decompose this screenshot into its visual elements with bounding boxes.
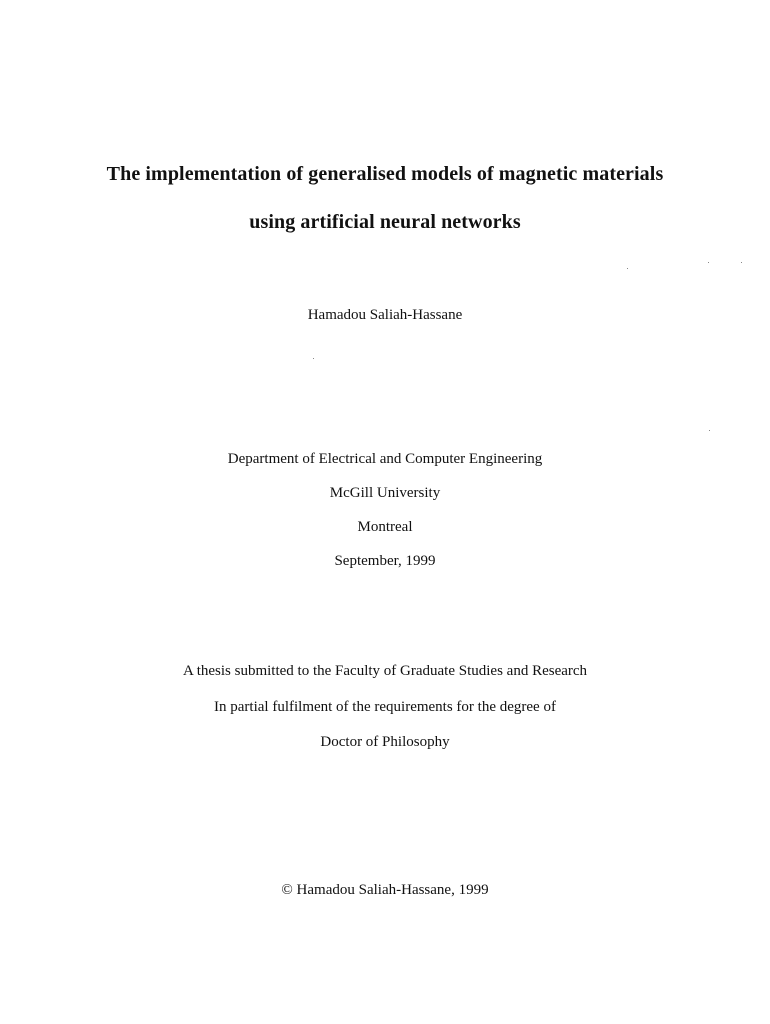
copyright-notice: © Hamadou Saliah-Hassane, 1999 — [281, 882, 489, 898]
city: Montreal — [357, 519, 413, 535]
thesis-title-line-1: The implementation of generalised models of magnetic materials — [106, 163, 664, 185]
scan-speck — [313, 358, 314, 359]
submission-date: September, 1999 — [334, 553, 436, 569]
degree-requirement: In partial fulfilment of the requirements for the degree of — [214, 699, 556, 715]
thesis-statement: A thesis submitted to the Faculty of Graduate Studies and Research — [182, 663, 588, 679]
scan-speck — [627, 268, 628, 269]
scan-speck — [741, 262, 742, 263]
author-name: Hamadou Saliah-Hassane — [307, 307, 463, 323]
university: McGill University — [329, 485, 441, 501]
degree-name: Doctor of Philosophy — [320, 734, 450, 750]
scan-speck — [709, 430, 710, 431]
scan-speck — [708, 262, 709, 263]
thesis-title-line-2: using artificial neural networks — [249, 211, 521, 233]
department: Department of Electrical and Computer Engineering — [227, 451, 543, 467]
